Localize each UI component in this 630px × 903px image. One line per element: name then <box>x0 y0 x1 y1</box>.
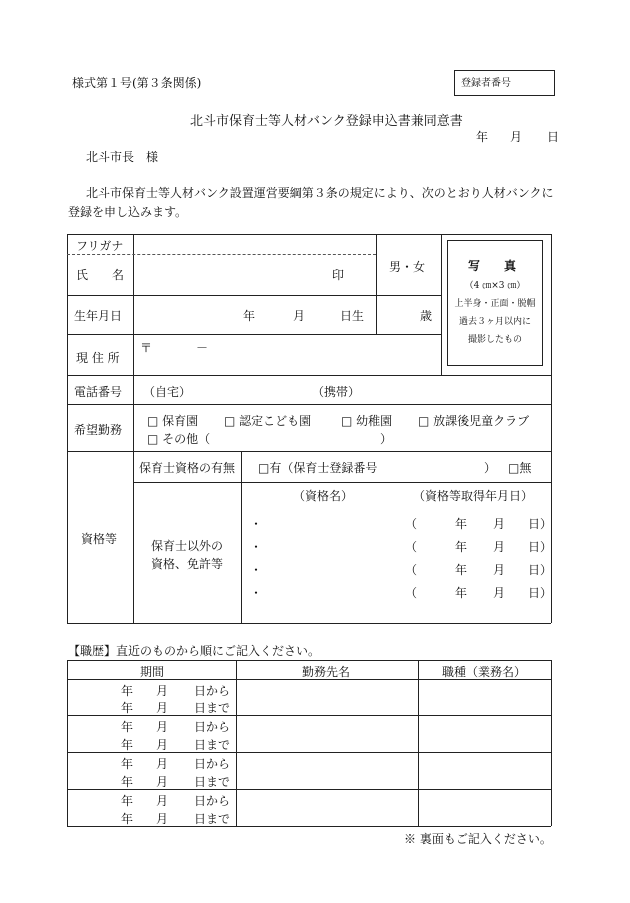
career-to-day: 日まで <box>194 775 231 789</box>
name-field[interactable] <box>140 258 330 292</box>
desired-option-kindergarten[interactable]: □ 幼稚園 <box>341 414 393 428</box>
qual-day: 日） <box>528 563 553 577</box>
qual-name-header: （資格名） <box>293 489 354 503</box>
career-col-employer: 勤務先名 <box>302 665 351 679</box>
other-qual-label-2: 資格、免許等 <box>151 557 224 571</box>
qual-bullet: ・ <box>250 540 263 554</box>
date-month: 月 <box>510 130 523 144</box>
intro-line-1: 北斗市保育士等人材バンク設置運営要綱第３条の規定により、次のとおり人材バンクに <box>86 186 554 200</box>
nursery-qual-label: 保育士資格の有無 <box>139 461 236 475</box>
qual-month: 月 <box>493 517 506 531</box>
footer-note: ※ 裏面もご記入ください。 <box>404 832 552 846</box>
desired-other-close: ） <box>380 432 393 446</box>
qual-open: （ <box>405 563 418 577</box>
qual-year: 年 <box>455 563 468 577</box>
photo-box[interactable] <box>447 240 543 366</box>
qualifications-label: 資格等 <box>81 532 118 546</box>
career-from-month: 月 <box>156 794 169 808</box>
career-to-month: 月 <box>156 738 169 752</box>
other-qual-label-1: 保育士以外の <box>151 539 224 553</box>
career-from-year: 年 <box>121 720 134 734</box>
career-to-month: 月 <box>156 701 169 715</box>
photo-instruction-1: 上半身・正面・脱帽 <box>454 299 536 309</box>
career-to-year: 年 <box>121 701 134 715</box>
photo-instruction-3: 撮影したもの <box>467 335 522 345</box>
birth-day: 日生 <box>340 309 365 323</box>
photo-size: （4 ㎝×3 ㎝） <box>464 281 526 291</box>
career-from-month: 月 <box>156 757 169 771</box>
qual-month: 月 <box>493 540 506 554</box>
postal-dash: － <box>196 341 209 355</box>
registration-number-label: 登録者番号 <box>461 78 511 89</box>
form-number: 様式第１号(第３条関係) <box>72 76 202 90</box>
career-from-day: 日から <box>194 684 231 698</box>
career-to-month: 月 <box>156 812 169 826</box>
qual-bullet: ・ <box>250 586 263 600</box>
birthdate-label: 生年月日 <box>74 309 123 323</box>
photo-title: 写 真 <box>467 259 522 273</box>
nursery-qual-no[interactable]: □無 <box>508 461 532 475</box>
birth-month: 月 <box>293 309 306 323</box>
photo-instruction-2: 過去３ヶ月以内に <box>458 317 531 327</box>
qual-open: （ <box>405 517 418 531</box>
career-to-day: 日まで <box>194 812 231 826</box>
career-from-year: 年 <box>121 684 134 698</box>
qual-year: 年 <box>455 586 468 600</box>
addressee: 北斗市長 様 <box>86 150 159 164</box>
date-day: 日 <box>547 130 560 144</box>
career-from-month: 月 <box>156 684 169 698</box>
career-from-day: 日から <box>194 720 231 734</box>
qual-open: （ <box>405 540 418 554</box>
career-heading: 【職歴】直近のものから順にご記入ください。 <box>68 644 321 658</box>
qual-day: 日） <box>528 540 553 554</box>
qual-date-header: （資格等取得年月日） <box>413 489 534 503</box>
desired-option-afterschool[interactable]: □ 放課後児童クラブ <box>418 414 530 428</box>
form-title: 北斗市保育士等人材バンク登録申込書兼同意書 <box>190 114 463 129</box>
career-to-month: 月 <box>156 775 169 789</box>
desired-option-other[interactable]: □ その他（ <box>147 432 211 446</box>
qual-month: 月 <box>493 563 506 577</box>
qual-open: （ <box>405 586 418 600</box>
career-to-day: 日まで <box>194 738 231 752</box>
career-from-month: 月 <box>156 720 169 734</box>
career-from-day: 日から <box>194 757 231 771</box>
postal-mark: 〒 <box>140 341 153 355</box>
qual-day: 日） <box>528 586 553 600</box>
desired-option-kodomoen[interactable]: □ 認定こども園 <box>224 414 312 428</box>
qual-day: 日） <box>528 517 553 531</box>
gender-select[interactable]: 男・女 <box>389 260 426 274</box>
address-label: 現 住 所 <box>76 351 120 365</box>
qual-bullet: ・ <box>250 563 263 577</box>
registration-number-box[interactable] <box>454 70 555 96</box>
career-to-year: 年 <box>121 775 134 789</box>
furigana-field[interactable] <box>140 237 372 253</box>
qual-year: 年 <box>455 517 468 531</box>
qual-year: 年 <box>455 540 468 554</box>
career-from-year: 年 <box>121 757 134 771</box>
career-from-year: 年 <box>121 794 134 808</box>
qual-month: 月 <box>493 586 506 600</box>
nursery-qual-close: ） <box>484 461 497 475</box>
career-from-day: 日から <box>194 794 231 808</box>
career-to-year: 年 <box>121 738 134 752</box>
age-suffix: 歳 <box>420 309 433 323</box>
career-to-year: 年 <box>121 812 134 826</box>
furigana-label: フリガナ <box>76 239 124 253</box>
qual-bullet: ・ <box>250 517 263 531</box>
date-year: 年 <box>476 130 489 144</box>
name-label: 氏 名 <box>76 268 125 282</box>
career-col-period: 期間 <box>140 665 165 679</box>
phone-mobile[interactable]: （携帯） <box>312 385 361 399</box>
phone-label: 電話番号 <box>74 385 123 399</box>
phone-home[interactable]: （自宅） <box>143 385 192 399</box>
birth-year: 年 <box>243 309 256 323</box>
desired-work-label: 希望勤務 <box>74 423 123 437</box>
desired-option-nursery[interactable]: □ 保育園 <box>147 414 199 428</box>
career-to-day: 日まで <box>194 701 231 715</box>
seal-mark: 印 <box>332 268 345 282</box>
career-col-job: 職種（業務名） <box>442 665 527 679</box>
nursery-qual-yes[interactable]: □有（保育士登録番号 <box>258 461 378 475</box>
intro-line-2: 登録を申し込みます。 <box>68 205 188 219</box>
address-field[interactable] <box>140 356 436 372</box>
